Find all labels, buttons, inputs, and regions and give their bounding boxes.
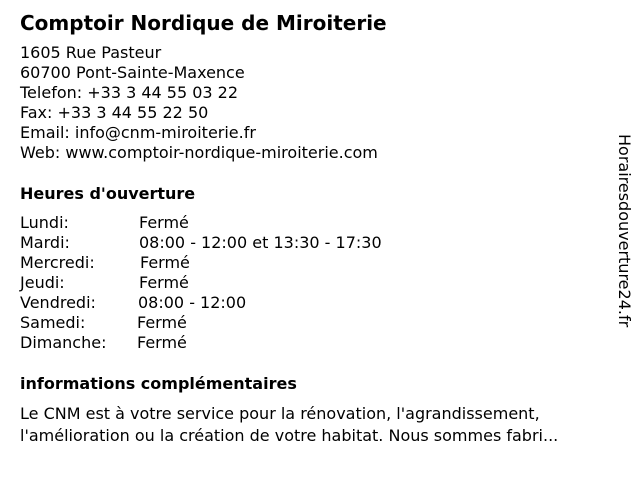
day-hours: Fermé (137, 313, 187, 332)
day-label: Mercredi: (20, 253, 95, 272)
day-label: Dimanche: (20, 333, 107, 352)
address-city: 60700 Pont-Sainte-Maxence (20, 63, 245, 82)
opening-hours-heading: Heures d'ouverture (20, 184, 196, 203)
web-line: Web: www.comptoir-nordique-miroiterie.com (20, 143, 378, 162)
day-hours: 08:00 - 12:00 (138, 293, 247, 312)
fax-line: Fax: +33 3 44 55 22 50 (20, 103, 209, 122)
additional-info-text: Le CNM est à votre service pour la rénovation, l'agrandissement, l'amélioration ou la création de votre habitat. Nous sommes fabri... (20, 404, 559, 445)
day-label: Lundi: (20, 213, 69, 232)
contact-block (20, 43, 378, 163)
day-hours: Fermé (137, 333, 187, 352)
site-watermark: Horairesdouverture24.fr (615, 134, 634, 328)
day-label: Vendredi: (20, 293, 96, 312)
business-name: Comptoir Nordique de Miroiterie (20, 11, 387, 35)
day-label: Samedi: (20, 313, 86, 332)
phone-line: Telefon: +33 3 44 55 03 22 (20, 83, 239, 102)
day-label: Mardi: (20, 233, 70, 252)
additional-info-heading: informations complémentaires (20, 374, 297, 393)
address-street: 1605 Rue Pasteur (20, 43, 162, 62)
email-line: Email: info@cnm-miroiterie.fr (20, 123, 256, 142)
day-hours: 08:00 - 12:00 et 13:30 - 17:30 (139, 233, 382, 252)
day-hours: Fermé (139, 273, 189, 292)
day-label: Jeudi: (20, 273, 65, 292)
day-hours: Fermé (140, 253, 190, 272)
day-hours: Fermé (139, 213, 189, 232)
